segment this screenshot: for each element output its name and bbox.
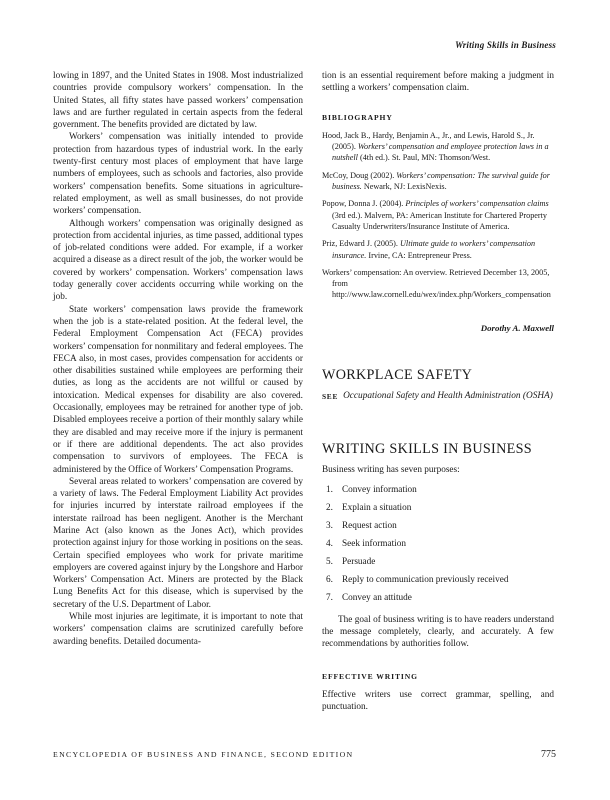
see-label: SEE	[322, 392, 339, 402]
list-item	[322, 520, 554, 532]
body-paragraph: Workers’ compensation was initially intended to provide protection from hazardous types of industrial work. In the early twenty-first century most places of employment that have large numbers of employees, such as schools and factories, also provide workers’ compensation benefits. Some situations in agriculture-related employment, as well as small businesses, do not provide workers’ compensation.	[53, 132, 303, 217]
list-item	[322, 538, 554, 550]
body-paragraph: Although workers’ compensation was originally designed as protection from accidental injuries, as time passed, additional types of job-related conditions were added. For example, if a worker acquired a disease as a direct result of the job, the worker would be covered by workers’ compensation. Workers’ compensation laws today generally cover accidents occurring while working on the job.	[53, 218, 303, 303]
list-text: Explain a situation	[342, 503, 412, 514]
citation-title: Principles of workers’ compensation claims	[405, 199, 549, 209]
bibliography-entry	[322, 198, 554, 232]
citation-title: Ultimate guide to workers’ compensation insurance.	[332, 239, 536, 260]
citation-title: Workers’ compensation and employee protection laws in a nutshell	[332, 142, 549, 163]
list-text: Convey an attitude	[342, 592, 412, 603]
list-text: Convey information	[342, 485, 417, 496]
citation-author: Popow, Donna J. (2004).	[322, 199, 406, 209]
running-head: Writing Skills in Business	[455, 40, 556, 50]
list-item	[322, 574, 554, 586]
left-column	[53, 70, 303, 648]
list-text: Seek information	[342, 539, 406, 550]
list-number: 2.	[326, 503, 333, 514]
list-number: 7.	[326, 592, 333, 603]
list-text: Reply to communication previously received	[342, 574, 509, 585]
bibliography-entry	[322, 170, 554, 193]
citation-author: McCoy, Doug (2002).	[322, 170, 397, 180]
body-paragraph: Several areas related to workers’ compensation are covered by a variety of laws. The Federal Employment Liability Act provides for injuries incurred by interstate railroad employees if the interstate railroad has been negligent. Another is the Merchant Marine Act (also known as the Jones Act), which provides protection against injury for those working in positions on the seas. Certain specified employees who work for private maritime employers are covered against injury by the Longshore and Harbor Workers’ Compensation Act. Miners are protected by the Black Lung Benefits Act for this disease, which is supervised by the secretary of the U.S. Department of Labor.	[53, 476, 303, 610]
right-column	[322, 70, 554, 713]
citation-publisher: (3rd ed.). Malvern, PA: American Institute for Chartered Property Casualty Underwriters/Insurance Institute of America.	[332, 210, 548, 231]
list-item	[322, 592, 554, 604]
citation-author: Priz, Edward J. (2005).	[322, 239, 400, 249]
goal-paragraph: The goal of business writing is to have readers understand the message completely, clearly, and accurately. A few recommendations by authorities follow.	[322, 614, 554, 650]
citation-author: Hood, Jack B., Hardy, Benjamin A., Jr., and Lewis, Harold S., Jr. (2005).	[322, 130, 535, 152]
list-number: 3.	[326, 521, 333, 532]
entry-heading-writing-skills: WRITING SKILLS IN BUSINESS	[322, 441, 532, 458]
body-paragraph: lowing in 1897, and the United States in 1908. Most industrialized countries provide compulsory workers’ compensation. In the United States, all fifty states have passed workers’ compensation laws and are further regulated in certain aspects from the federal government. The benefits provided are dictated by law.	[53, 71, 303, 131]
effective-writing-heading: EFFECTIVE WRITING	[322, 671, 418, 681]
citation-publisher: Newark, NJ: LexisNexis.	[361, 182, 447, 192]
author-signature: Dorothy A. Maxwell	[480, 322, 554, 333]
citation-publisher: Irvine, CA: Entrepreneur Press.	[366, 250, 472, 260]
see-also-reference	[322, 390, 554, 403]
effective-writing-paragraph: Effective writers use correct grammar, spelling, and punctuation.	[322, 689, 554, 713]
citation-url-entry: Workers’ compensation: An overview. Retrieved December 13, 2005, from http://www.law.cornell.edu/wex/index.php/Workers_compensation	[322, 267, 551, 300]
entry-heading-workplace-safety: WORKPLACE SAFETY	[322, 367, 473, 384]
body-paragraph: State workers’ compensation laws provide the framework when the job is a state-related position. At the federal level, the Federal Employment Compensation Act (FECA) provides workers’ compensation for nonmilitary and federal employees. The FECA also, in most cases, provides compensation for accidents or other disabilities sustained while employees are performing their duties, as long as the accidents are not willful or caused by intoxication. Medical expenses for disability are also covered. Occasionally, employees may be retrained for another type of job. Disabled employees receive a portion of their monthly salary while they are disabled and may receive more if the injury is permanent or if there are additional dependents. The act also provides compensation to survivors of employees. The FECA is administered by the Office of Workers’ Compensation Programs.	[53, 304, 303, 475]
see-link[interactable]: Occupational Safety and Health Administration (OSHA)	[343, 391, 553, 402]
list-number: 5.	[326, 556, 333, 567]
bibliography-entry	[322, 267, 554, 301]
body-paragraph: While most injuries are legitimate, it is important to note that workers’ compensation claims are scrutinized carefully before awarding benefits. Detailed documenta-	[53, 612, 303, 647]
page-number: 775	[541, 749, 556, 760]
page-footer	[53, 749, 556, 760]
list-item	[322, 484, 554, 496]
continuation-paragraph: tion is an essential requirement before making a judgment in settling a workers’ compensation claim.	[322, 71, 554, 94]
list-number: 1.	[326, 485, 333, 496]
citation-title: Workers’ compensation: The survival guide for business.	[332, 170, 550, 192]
list-text: Request action	[342, 521, 397, 532]
purposes-list	[322, 484, 554, 603]
list-number: 6.	[326, 574, 333, 585]
list-text: Persuade	[342, 556, 376, 567]
list-item	[322, 556, 554, 568]
bibliography-entry	[322, 130, 554, 164]
purposes-intro: Business writing has seven purposes:	[322, 465, 460, 476]
bibliography-heading: BIBLIOGRAPHY	[322, 112, 393, 122]
bibliography-entry	[322, 238, 554, 261]
publication-title: ENCYCLOPEDIA OF BUSINESS AND FINANCE, SECOND EDITION	[53, 750, 354, 759]
citation-publisher: (4th ed.). St. Paul, MN: Thomson/West.	[357, 153, 491, 163]
list-item	[322, 502, 554, 514]
list-number: 4.	[326, 539, 333, 550]
